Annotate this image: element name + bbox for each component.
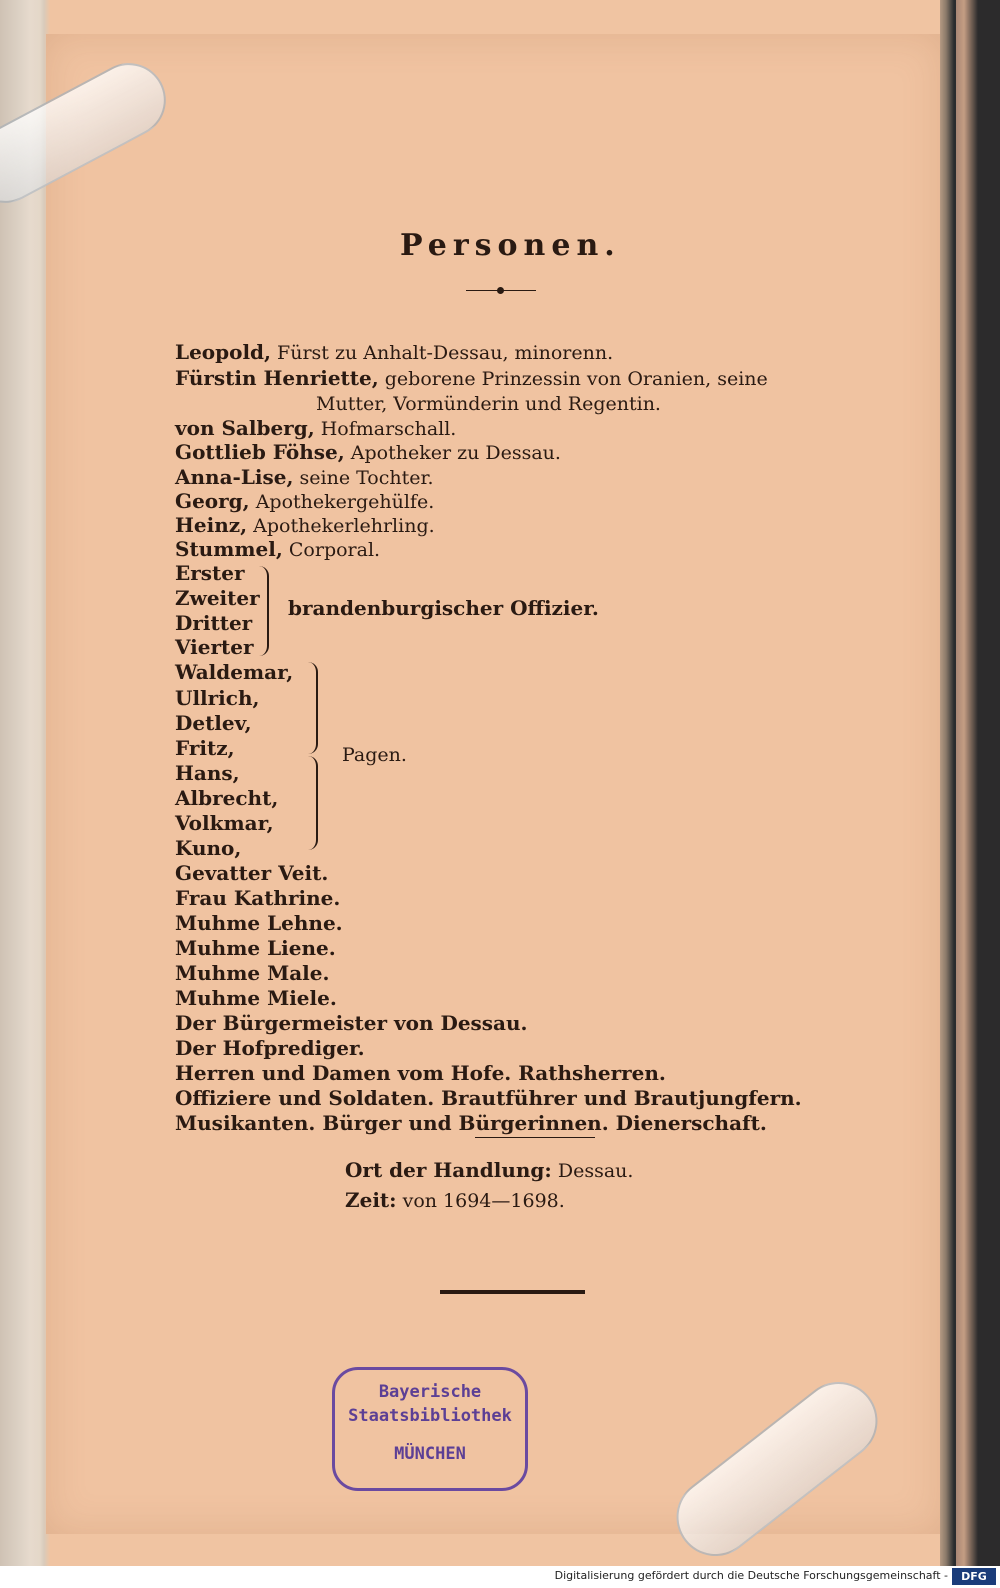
officer-name: Erster bbox=[175, 561, 245, 585]
character-name: Anna-Lise, bbox=[175, 465, 294, 489]
list-item bbox=[175, 489, 434, 515]
list-item bbox=[175, 340, 613, 366]
officers-brace bbox=[255, 566, 269, 656]
title-ornament bbox=[466, 290, 536, 291]
character-desc: seine Tochter. bbox=[299, 467, 434, 489]
pages-brace-lower bbox=[302, 756, 318, 850]
character-name: Gottlieb Föhse, bbox=[175, 440, 345, 464]
list-item: Muhme Liene. bbox=[175, 936, 336, 960]
list-item: Muhme Lehne. bbox=[175, 911, 343, 935]
character-desc: Fürst zu Anhalt-Dessau, minorenn. bbox=[277, 342, 614, 364]
character-desc: geborene Prinzessin von Oranien, seine bbox=[384, 368, 768, 390]
stamp-line: MÜNCHEN bbox=[394, 1444, 466, 1464]
list-item: Der Hofprediger. bbox=[175, 1036, 365, 1060]
dfg-logo[interactable]: DFG bbox=[952, 1568, 996, 1585]
character-desc: Apothekergehülfe. bbox=[255, 491, 435, 513]
setting-time-value: von 1694—1698. bbox=[402, 1190, 565, 1212]
character-name: Fürstin Henriette, bbox=[175, 366, 379, 390]
list-item: Muhme Male. bbox=[175, 961, 330, 985]
character-name: Georg, bbox=[175, 489, 250, 513]
list-item bbox=[316, 392, 661, 417]
list-item bbox=[175, 440, 561, 466]
list-item: Der Bürgermeister von Dessau. bbox=[175, 1011, 528, 1035]
page-boy-name: Volkmar, bbox=[175, 811, 274, 835]
setting-place-value: Dessau. bbox=[557, 1160, 634, 1182]
list-item bbox=[175, 513, 435, 539]
pages-label: Pagen. bbox=[342, 744, 407, 766]
footer-bar bbox=[0, 1566, 1000, 1588]
stamp-line: Bayerische bbox=[378, 1382, 482, 1402]
page-boy-name: Fritz, bbox=[175, 736, 235, 760]
officer-name: Zweiter bbox=[175, 586, 260, 610]
character-name: von Salberg, bbox=[175, 416, 315, 440]
character-desc: Hofmarschall. bbox=[320, 418, 457, 440]
setting-time-label: Zeit: bbox=[345, 1188, 397, 1212]
setting-place-label: Ort der Handlung: bbox=[345, 1158, 552, 1182]
page-boy-name: Waldemar, bbox=[175, 660, 294, 684]
list-item bbox=[175, 366, 768, 392]
list-item: Musikanten. Bürger und Bürgerinnen. Dienerschaft. bbox=[175, 1111, 767, 1135]
page-title: Personen. bbox=[400, 228, 621, 263]
page-boy-name: Ullrich, bbox=[175, 686, 260, 710]
library-stamp bbox=[332, 1367, 528, 1491]
list-item: Herren und Damen vom Hofe. Rathsherren. bbox=[175, 1061, 666, 1085]
character-name: Stummel, bbox=[175, 537, 283, 561]
character-name: Leopold, bbox=[175, 340, 271, 364]
character-name: Heinz, bbox=[175, 513, 248, 537]
character-desc: Apotheker zu Dessau. bbox=[350, 442, 561, 464]
pages-brace-upper bbox=[302, 662, 318, 754]
list-item bbox=[175, 465, 434, 491]
list-item: Offiziere und Soldaten. Brautführer und Brautjungfern. bbox=[175, 1086, 802, 1110]
footer-text: Digitalisierung gefördert durch die Deutsche Forschungsgemeinschaft - bbox=[554, 1569, 948, 1582]
character-desc: Mutter, Vormünderin und Regentin. bbox=[316, 393, 661, 415]
list-item bbox=[175, 416, 456, 442]
setting-time bbox=[345, 1188, 565, 1214]
setting-place bbox=[345, 1158, 633, 1184]
character-desc: Corporal. bbox=[288, 539, 381, 561]
list-item: Gevatter Veit. bbox=[175, 861, 329, 885]
book-edge bbox=[940, 0, 1000, 1566]
character-desc: Apothekerlehrling. bbox=[253, 515, 435, 537]
page-boy-name: Kuno, bbox=[175, 836, 242, 860]
officer-name: Dritter bbox=[175, 611, 253, 635]
page-boy-name: Albrecht, bbox=[175, 786, 279, 810]
page-boy-name: Detlev, bbox=[175, 711, 252, 735]
list-item: Muhme Miele. bbox=[175, 986, 337, 1010]
list-item bbox=[175, 537, 380, 563]
divider bbox=[475, 1137, 595, 1138]
officers-label: brandenburgischer Offizier. bbox=[288, 596, 599, 620]
closing-rule bbox=[440, 1290, 585, 1294]
stamp-line: Staatsbibliothek bbox=[348, 1406, 512, 1426]
list-item: Frau Kathrine. bbox=[175, 886, 341, 910]
page-boy-name: Hans, bbox=[175, 761, 240, 785]
officer-name: Vierter bbox=[175, 635, 254, 659]
